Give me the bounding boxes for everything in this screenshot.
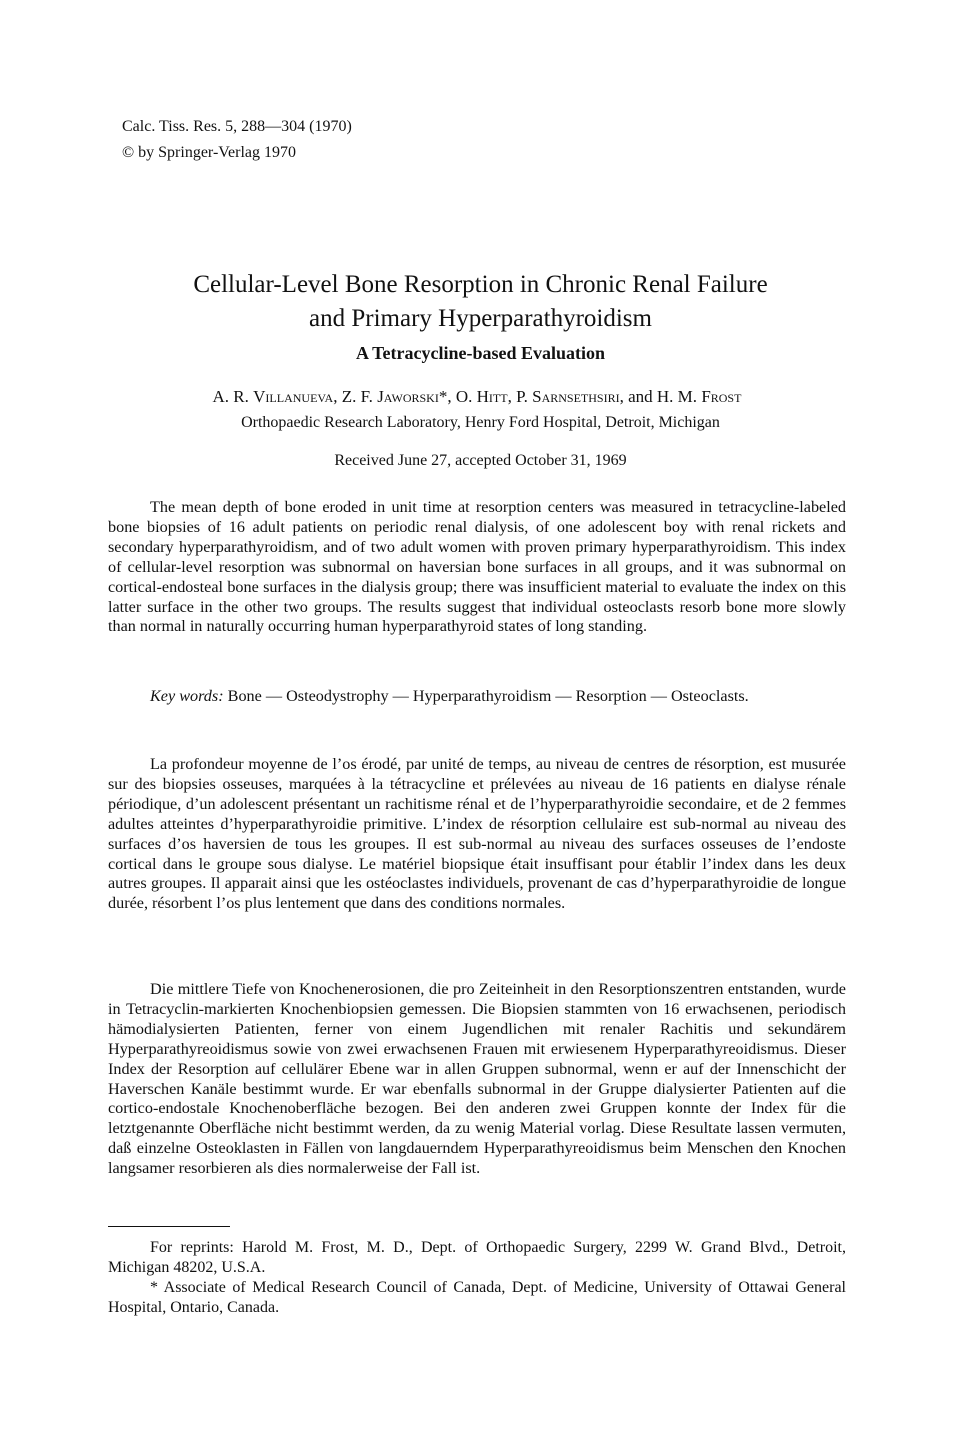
paper-subtitle: A Tetracycline-based Evaluation	[355, 343, 606, 363]
author-text: , and H. M.	[619, 387, 702, 406]
footnote-associate: * Associate of Medical Research Council of Canada, Dept. of Medicine, University of Ottawai General Hospital, Ontario, Canada.	[108, 1279, 846, 1316]
footnote-rule	[108, 1226, 230, 1227]
author-text: , P.	[507, 387, 533, 406]
copyright: © by Springer-Verlag 1970	[122, 144, 297, 161]
author-list	[108, 387, 846, 407]
author-name: Villanueva	[253, 387, 334, 406]
author-name: Hitt	[476, 387, 508, 406]
abstract-english: The mean depth of bone eroded in unit time at resorption centers was measured in tetracycline-labeled bone biopsies of 16 adult patients on periodic renal dialysis, of one adolescent boy with renal rickets and secondary hyperparathyroidism, and of two adult women with proven primary hyperparathyroidism. This index of cellular-level resorption was subnormal on haversian bone surfaces in all groups, and it was subnormal on cortical-endosteal bone surfaces in the dialysis group; there was insufficient material to evaluate the index on this latter surface in the other two groups. The results suggest that individual osteoclasts resorb bone more slowly than normal in naturally occurring human hyperparathyroid states of long standing.	[108, 498, 846, 636]
author-text: *, O.	[438, 387, 477, 406]
title-line-1: Cellular-Level Bone Resorption in Chronic Renal Failure	[193, 271, 768, 298]
keywords-label: Key words:	[150, 687, 224, 705]
paper-title	[0, 268, 961, 336]
abstract-french: La profondeur moyenne de l’os érodé, par unité de temps, au niveau de centres de résorption, est musurée sur des biopsies osseuses, marquées à la tétracycline et prélevées au niveau de 16 patients en dialyse rénale périodique, d’un adolescent présentant un rachitisme rénal et de l’hyperparathyroidie secondaire, et de 2 femmes adultes atteintes d’hyperparathyroidie primitive. L’index de résorption cellulaire est sub-normal au niveau des surfaces d’os haversien de tous les groupes. Il est sub-normal au niveau des surfaces osseuses de l’endoste cortical dans le groupe sous dialyse. Le matériel biopsique était insuffisant pour établir l’index dans les deux autres groupes. Il apparait ainsi que les ostéoclastes individuels, provenant de cas d’hyperparathyroidie de longue durée, résorbent l’os plus lentement que dans des conditions normales.	[108, 755, 846, 913]
author-name: Frost	[701, 387, 742, 406]
journal-header	[122, 114, 352, 166]
title-line-2: and Primary Hyperparathyroidism	[309, 305, 652, 332]
footnote-reprints: For reprints: Harold M. Frost, M. D., Dept. of Orthopaedic Surgery, 2299 W. Grand Blvd., Detroit, Michigan 48202, U.S.A.	[108, 1239, 846, 1276]
author-text: A. R.	[212, 387, 254, 406]
keywords	[108, 687, 846, 707]
author-name: Sarnsethsiri	[532, 387, 620, 406]
received-date: Received June 27, accepted October 31, 1969	[334, 452, 627, 469]
author-text: , Z. F.	[333, 387, 378, 406]
author-name: Jaworski	[377, 387, 439, 406]
abstract-german: Die mittlere Tiefe von Knochenerosionen, die pro Zeiteinheit in den Resorptionszentren entstanden, wurde in Tetracyclin-markierten Knochenbiopsien gemessen. Die Biopsien stammten von 16 erwachsenen, periodisch hämodialysierten Patienten, ferner von einem Jugendlichen mit renaler Rachitis und sekundärem Hyperparathyreoidismus sowie von zwei erwachsenen Frauen mit erwiesenem Hyperparathyreoidismus. Dieser Index der Resorption auf cellulärer Ebene war in allen Gruppen subnormal, wenn er auf der Innenschicht der Haverschen Kanäle bestimmt wurde. Er war ebenfalls subnormal in der Gruppe dialysierter Patienten auf die cortico-endostale Knochenoberfläche bezogen. Bei den anderen zwei Gruppen konnte der Index für die letztgenannte Oberfläche nicht bestimmt werden, da zu wenig Material vorlag. Diese Resultate lassen vermuten, daß einzelne Osteoklasten in Fällen von langdauerndem Hyperparathyreoidismus beim Menschen den Knochen langsamer resorbieren als dies normalerweise der Fall ist.	[108, 980, 846, 1178]
citation: Calc. Tiss. Res. 5, 288—304 (1970)	[122, 118, 352, 135]
affiliation: Orthopaedic Research Laboratory, Henry Ford Hospital, Detroit, Michigan	[241, 414, 720, 431]
keywords-text: Bone — Osteodystrophy — Hyperparathyroidism — Resorption — Osteoclasts.	[223, 687, 749, 705]
